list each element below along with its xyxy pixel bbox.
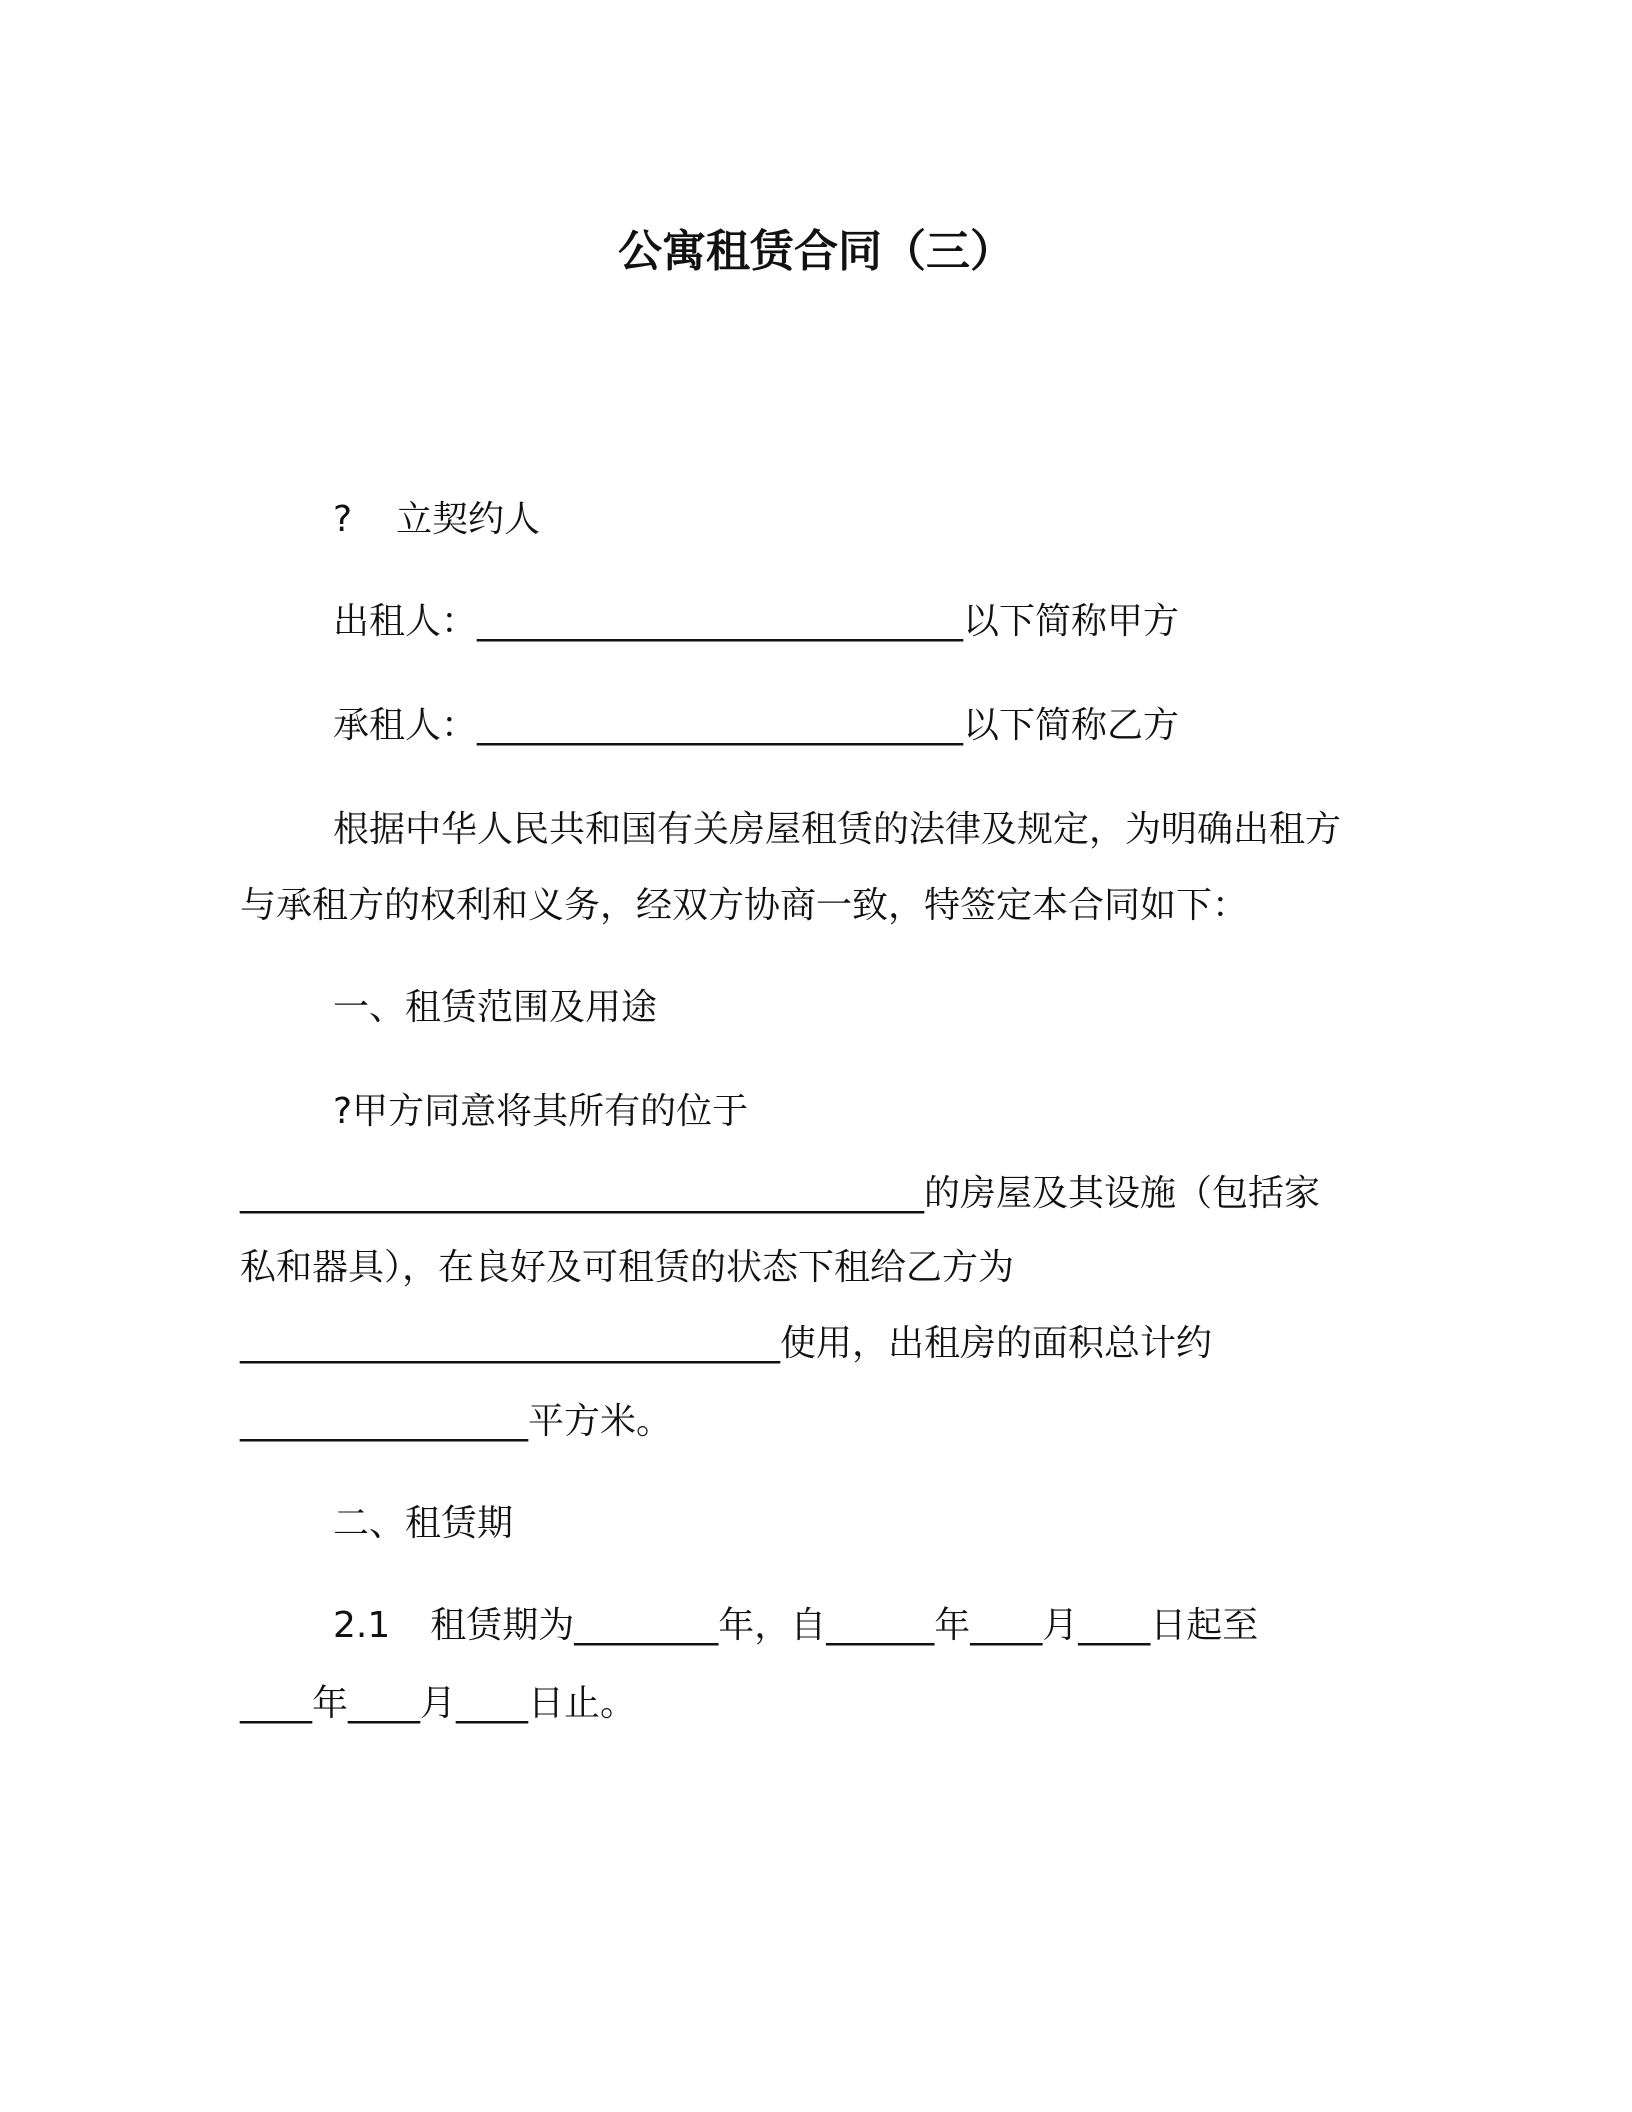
document-title: 公寓租赁合同（三）: [618, 226, 1014, 277]
section-1-para-line-3: 私和器具），在良好及可租赁的状态下租给乙方为: [240, 1247, 1015, 1288]
clause-2-1-text: 租赁期为________年，自______年____月____日起至: [430, 1605, 1259, 1646]
section-parties-heading: [333, 496, 540, 544]
section-1-para-line-4: ______________________________使用，出租房的面积总计约: [240, 1323, 1213, 1364]
preamble-line-2: 与承租方的权利和义务，经双方协商一致，特签定本合同如下：: [240, 885, 1249, 926]
unknown-glyph-marker: ?: [333, 499, 353, 540]
lessee-line: 承租人：___________________________以下简称乙方: [333, 705, 1180, 746]
clause-2-1-line-1: [333, 1602, 1258, 1650]
parties-heading-text: 立契约人: [396, 499, 541, 540]
preamble-line-1: 根据中华人民共和国有关房屋租赁的法律及规定，为明确出租方: [333, 809, 1342, 850]
section-1-para-line-1: ?甲方同意将其所有的位于: [333, 1091, 749, 1132]
section-2-heading: 二、租赁期: [333, 1503, 514, 1544]
lessor-line: 出租人：___________________________以下简称甲方: [333, 601, 1180, 642]
section-1-para-line-5: ________________平方米。: [240, 1401, 673, 1442]
section-1-para-line-2: ______________________________________的房屋及其设施（包括家: [240, 1173, 1321, 1214]
section-1-heading: 一、租赁范围及用途: [333, 987, 658, 1028]
clause-number: 2.1: [333, 1605, 391, 1646]
clause-2-1-line-2: ____年____月____日止。: [240, 1683, 637, 1724]
